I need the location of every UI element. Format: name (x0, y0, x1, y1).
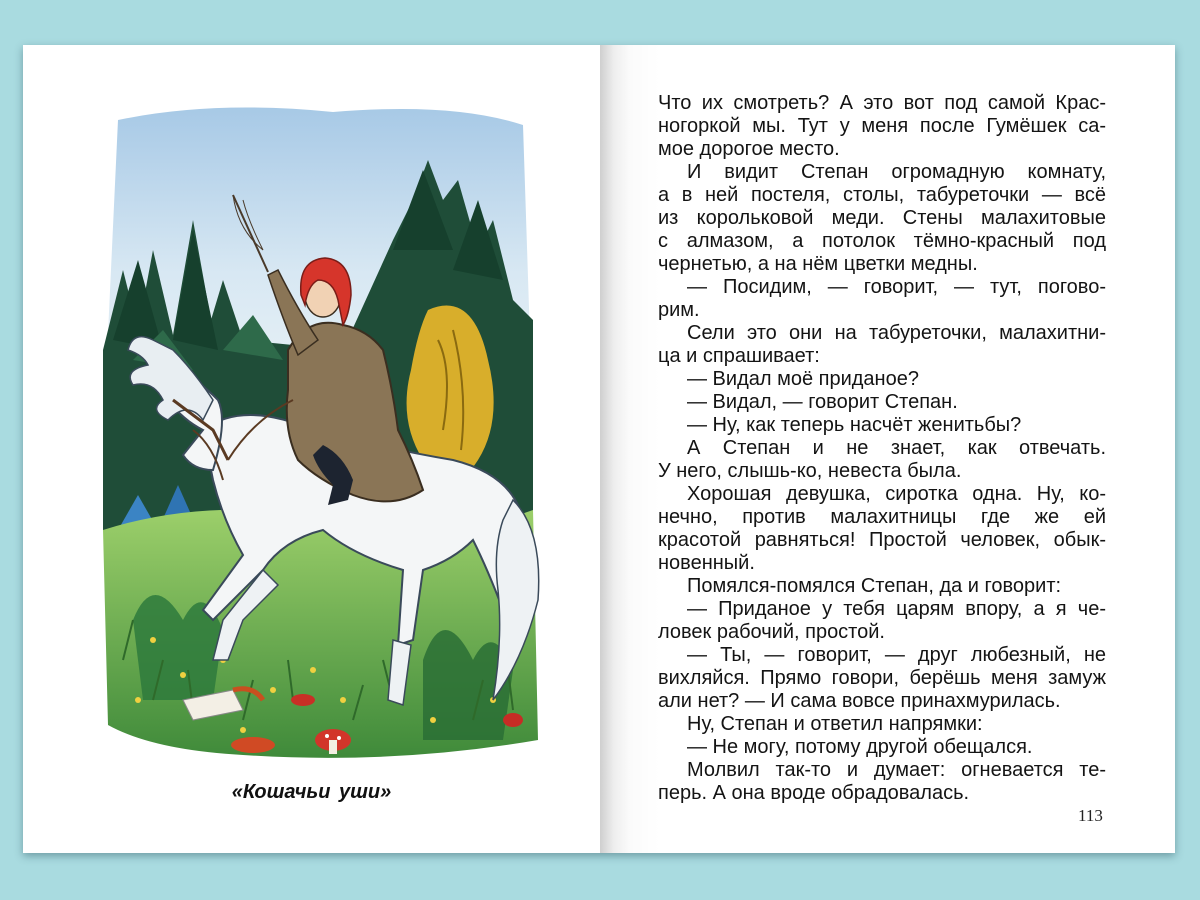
text-line: из корольковой меди. Стены малахитовые (658, 207, 1106, 229)
text-line: — Ну, как теперь насчёт женитьбы? (687, 414, 1022, 436)
text-line: — Не могу, потому другой обещался. (687, 736, 1033, 758)
text-line: И видит Степан огромадную комнату, (687, 161, 1106, 183)
text-line: — Посидим, — говорит, — тут, погово- (687, 276, 1106, 298)
text-line: рим. (658, 299, 700, 321)
text-line: нечно, против малахитницы где же ей (658, 506, 1106, 528)
text-line: — Приданое у тебя царям впору, а я че- (687, 598, 1106, 620)
text-line: с алмазом, а потолок тёмно-красный под (658, 230, 1106, 252)
text-line: Помялся-помялся Степан, да и говорит: (687, 575, 1062, 597)
illustration-caption: «Кошачьи уши» (231, 781, 392, 803)
text-line: али нет? — И сама вовсе принахмурилась. (658, 690, 1061, 712)
text-line: — Видал моё приданое? (687, 368, 919, 390)
text-line: ца и спрашивает: (658, 345, 820, 367)
text-line: перь. А она вроде обрадовалась. (658, 782, 970, 804)
text-line: а в ней постеля, столы, табуреточки — всё (658, 184, 1106, 206)
text-line: ловек рабочий, простой. (658, 621, 885, 643)
illustration (93, 100, 543, 765)
text-line: — Ты, — говорит, — друг любезный, не (687, 644, 1106, 666)
body-text (658, 92, 1106, 805)
text-line: Сели это они на табуреточки, малахитни- (687, 322, 1106, 344)
text-line: мое дорогое место. (658, 138, 840, 160)
page-number: 113 (1078, 806, 1103, 825)
text-line: Что их смотреть? А это вот под самой Крас- (658, 92, 1106, 114)
text-line: — Видал, — говорит Степан. (687, 391, 958, 413)
text-line: Ну, Степан и ответил напрямки: (687, 713, 983, 735)
text-line: А Степан и не знает, как отвечать. (687, 437, 1106, 459)
text-line: вихляйся. Прямо говори, берёшь меня замуж (658, 667, 1106, 689)
text-line: Хорошая девушка, сиротка одна. Ну, ко- (687, 483, 1106, 505)
text-line: красотой равняться! Простой человек, обык- (658, 529, 1106, 551)
left-page (23, 45, 600, 853)
text-line: У него, слышь-ко, невеста была. (658, 460, 962, 482)
text-line: Молвил так-то и думает: огневается те- (687, 759, 1106, 781)
text-line: чернетью, а на нём цветки медны. (658, 253, 978, 275)
text-line: новенный. (658, 552, 755, 574)
text-line: ногоркой мы. Тут у меня после Гумёшек са- (658, 115, 1106, 137)
